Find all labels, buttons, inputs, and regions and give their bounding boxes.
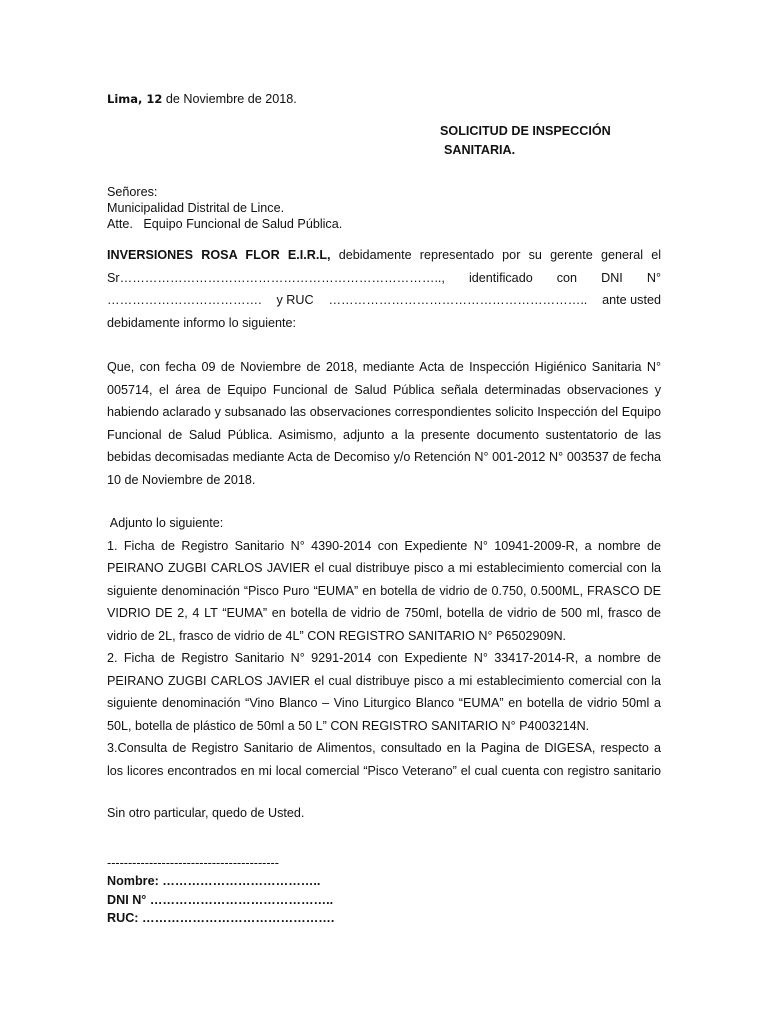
intro-line-4: debidamente informo lo siguiente: xyxy=(107,315,297,330)
body-line: habiendo aclarado y subsanado las observaciones correspondientes solicito Inspección del Equipo xyxy=(107,405,661,419)
intro-line-1: INVERSIONES ROSA FLOR E.I.R.L, debidamente representado por su gerente general el xyxy=(107,248,661,262)
document-title-line-2: SANITARIA. xyxy=(444,143,516,157)
date-line xyxy=(107,92,297,106)
recipient-salutation: Señores: xyxy=(107,185,158,199)
recipient-attention: Atte. Equipo Funcional de Salud Pública. xyxy=(107,217,343,231)
body-line: 10 de Noviembre de 2018. xyxy=(107,472,256,487)
attachment-line: los licores encontrados en mi local comercial “Pisco Veterano” el cual cuenta con registro sanitario xyxy=(107,763,661,778)
signature-line: ----------------------------------------- xyxy=(107,856,279,870)
attachments-heading: Adjunto lo siguiente: xyxy=(107,516,224,530)
intro-line-3: ………………………………. y RUC …………………………………………………….. ante usted xyxy=(107,293,661,307)
body-line: Que, con fecha 09 de Noviembre de 2018, mediante Acta de Inspección Higiénico Sanitaria N° xyxy=(107,360,661,374)
attachment-line: PEIRANO ZUGBI CARLOS JAVIER el cual distribuye pisco a mi establecimiento comercial con la xyxy=(107,561,661,575)
intro-line-2: Sr………………………………………………………………….., identificado con DNI N° xyxy=(107,270,661,285)
signature-name: Nombre: ……………………………….. xyxy=(107,874,321,888)
body-line: bebidas decomisadas mediante Acta de Decomiso y/o Retención N° 001-2012 N° 003537 de fecha xyxy=(107,450,661,464)
attachment-line: PEIRANO ZUGBI CARLOS JAVIER el cual distribuye pisco a mi establecimiento comercial con la xyxy=(107,673,661,688)
attachment-line: siguiente denominación “Pisco Puro “EUMA” en botella de vidrio de 0.750, 0.500ML, FRASCO DE xyxy=(107,583,661,598)
attachment-line: 2. Ficha de Registro Sanitario N° 9291-2014 con Expediente N° 33417-2014-R, a nombre de xyxy=(107,651,661,665)
recipient-entity: Municipalidad Distrital de Lince. xyxy=(107,201,285,215)
attachment-line: vidrio de 2L, frasco de vidrio de 4L” CON REGISTRO SANITARIO N° P6502909N. xyxy=(107,628,567,643)
date-rest: de Noviembre de 2018. xyxy=(162,92,297,106)
closing-line: Sin otro particular, quedo de Usted. xyxy=(107,806,305,820)
attachments-section xyxy=(107,512,661,782)
body-line: Funcional de Salud Pública. Asimismo, adjunto a la presente documento sustentatorio de las xyxy=(107,427,661,442)
signature-dni: DNI N° …………………………………….. xyxy=(107,893,334,907)
attachment-line: VIDRIO DE 2, 4 LT “EUMA” en botella de vidrio de 750ml, botella de vidrio de 500 ml, frasco de xyxy=(107,606,661,620)
attachment-line: 3.Consulta de Registro Sanitario de Alimentos, consultado en la Pagina de DIGESA, respecto a xyxy=(107,741,661,755)
attachment-line: 1. Ficha de Registro Sanitario N° 4390-2014 con Expediente N° 10941-2009-R, a nombre de xyxy=(107,538,661,553)
body-paragraph xyxy=(107,356,661,491)
attachment-line: 50L, botella de plástico de 50ml a 50 L” CON REGISTRO SANITARIO N° P4003214N. xyxy=(107,718,590,733)
date-place: Lima, 12 xyxy=(107,92,163,106)
signature-ruc: RUC: ………………………………………. xyxy=(107,911,335,925)
attachment-line: siguiente denominación “Vino Blanco – Vino Liturgico Blanco “EUMA” en botella de vidrio 50ml a xyxy=(107,696,661,710)
intro-paragraph xyxy=(107,244,661,334)
body-line: 005714, el área de Equipo Funcional de Salud Pública señala determinadas observaciones y xyxy=(107,382,661,397)
document-title-line-1: SOLICITUD DE INSPECCIÓN xyxy=(440,124,611,138)
company-name: INVERSIONES ROSA FLOR E.I.R.L, xyxy=(107,248,331,262)
